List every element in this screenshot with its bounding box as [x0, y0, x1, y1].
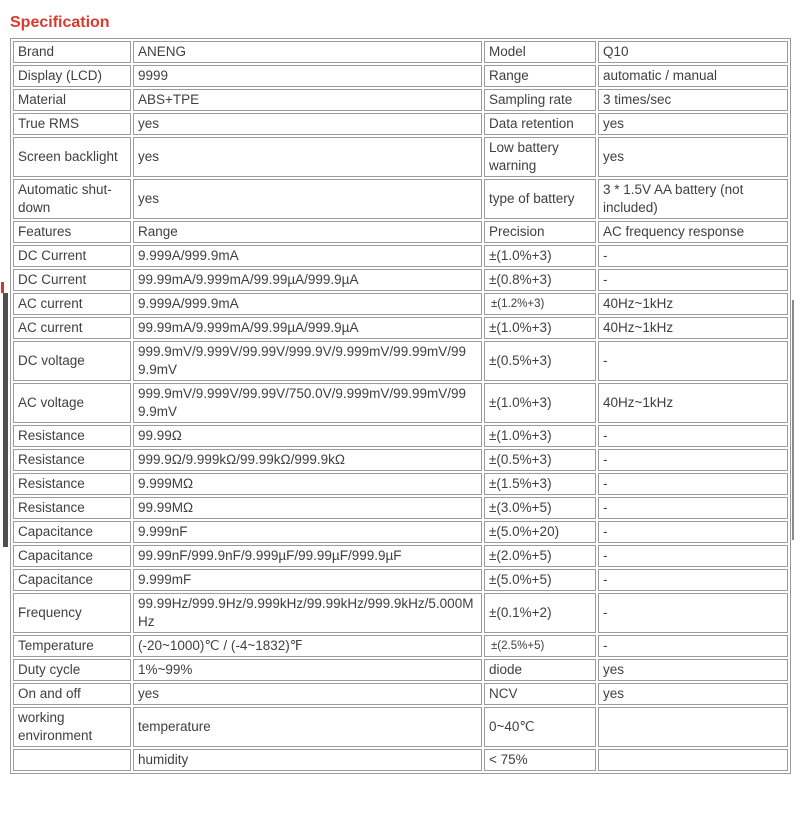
table-cell: temperature [133, 707, 482, 747]
table-cell: ±(0.5%+3) [484, 341, 596, 381]
table-cell: - [598, 425, 788, 447]
table-cell: ±(2.0%+5) [484, 545, 596, 567]
table-cell: 9.999A/999.9mA [133, 293, 482, 315]
table-cell: Q10 [598, 41, 788, 63]
table-cell: Resistance [13, 497, 131, 519]
table-cell: ±(1.0%+3) [484, 245, 596, 267]
table-cell: Low battery warning [484, 137, 596, 177]
table-cell: Data retention [484, 113, 596, 135]
table-cell: Automatic shut-down [13, 179, 131, 219]
table-cell: 99.99MΩ [133, 497, 482, 519]
table-cell: 9.999A/999.9mA [133, 245, 482, 267]
table-cell: Brand [13, 41, 131, 63]
table-cell: 40Hz~1kHz [598, 317, 788, 339]
table-cell [598, 749, 788, 771]
scrollbar-thumb-artifact [3, 293, 8, 547]
table-cell: - [598, 521, 788, 543]
table-cell: 9.999MΩ [133, 473, 482, 495]
table-cell: 99.99Hz/999.9Hz/9.999kHz/99.99kHz/999.9kHz/5.000MHz [133, 593, 482, 633]
red-tick-artifact [1, 282, 4, 293]
table-cell: DC Current [13, 269, 131, 291]
table-cell: Capacitance [13, 545, 131, 567]
table-cell: ±(0.5%+3) [484, 449, 596, 471]
table-cell: Sampling rate [484, 89, 596, 111]
table-row [13, 113, 788, 135]
table-row [13, 341, 788, 381]
table-row [13, 221, 788, 243]
table-cell: yes [598, 137, 788, 177]
page-title: Specification [10, 14, 110, 31]
table-cell: - [598, 449, 788, 471]
table-cell: DC Current [13, 245, 131, 267]
table-cell: ±(0.1%+2) [484, 593, 596, 633]
table-row [13, 473, 788, 495]
page [0, 14, 800, 774]
table-cell: Display (LCD) [13, 65, 131, 87]
table-row [13, 269, 788, 291]
table-row [13, 707, 788, 747]
table-cell: 9999 [133, 65, 482, 87]
specification-table [10, 38, 791, 774]
table-cell [598, 707, 788, 747]
table-cell: ±(5.0%+5) [484, 569, 596, 591]
table-cell: yes [598, 683, 788, 705]
table-row [13, 425, 788, 447]
table-cell: ±(1.5%+3) [484, 473, 596, 495]
table-cell: Screen backlight [13, 137, 131, 177]
table-cell: AC current [13, 293, 131, 315]
table-cell: Model [484, 41, 596, 63]
table-row [13, 89, 788, 111]
table-cell: On and off [13, 683, 131, 705]
table-cell: yes [598, 113, 788, 135]
table-cell: AC frequency response [598, 221, 788, 243]
table-cell: diode [484, 659, 596, 681]
table-cell: ±(0.8%+3) [484, 269, 596, 291]
table-cell: 999.9mV/9.999V/99.99V/750.0V/9.999mV/99.99mV/999.9mV [133, 383, 482, 423]
table-cell: True RMS [13, 113, 131, 135]
table-cell: Features [13, 221, 131, 243]
table-cell: - [598, 569, 788, 591]
table-cell: 99.99mA/9.999mA/99.99µA/999.9µA [133, 269, 482, 291]
table-cell: 40Hz~1kHz [598, 293, 788, 315]
table-cell [13, 749, 131, 771]
table-row [13, 593, 788, 633]
table-cell: 99.99nF/999.9nF/9.999µF/99.99µF/999.9µF [133, 545, 482, 567]
table-cell: yes [133, 137, 482, 177]
table-cell: AC voltage [13, 383, 131, 423]
table-cell: ±(2.5%+5) [484, 635, 596, 657]
table-cell: Capacitance [13, 521, 131, 543]
table-row [13, 497, 788, 519]
table-cell: yes [598, 659, 788, 681]
table-row [13, 749, 788, 771]
table-cell: 99.99mA/9.999mA/99.99µA/999.9µA [133, 317, 482, 339]
table-cell: NCV [484, 683, 596, 705]
table-cell: Range [133, 221, 482, 243]
right-edge-line-artifact [792, 300, 794, 540]
table-cell: Duty cycle [13, 659, 131, 681]
table-cell: 9.999mF [133, 569, 482, 591]
table-cell: Capacitance [13, 569, 131, 591]
table-cell: - [598, 269, 788, 291]
table-cell: 1%~99% [133, 659, 482, 681]
table-cell: ABS+TPE [133, 89, 482, 111]
table-cell: yes [133, 113, 482, 135]
table-cell: ±(1.2%+3) [484, 293, 596, 315]
table-cell: ±(5.0%+20) [484, 521, 596, 543]
table-cell: < 75% [484, 749, 596, 771]
table-row [13, 683, 788, 705]
table-cell: (-20~1000)℃ / (-4~1832)℉ [133, 635, 482, 657]
table-cell: Temperature [13, 635, 131, 657]
table-cell: - [598, 245, 788, 267]
table-cell: yes [133, 683, 482, 705]
table-cell: yes [133, 179, 482, 219]
table-row [13, 569, 788, 591]
table-cell: - [598, 497, 788, 519]
table-cell: AC current [13, 317, 131, 339]
table-cell: - [598, 341, 788, 381]
table-row [13, 449, 788, 471]
table-cell: 99.99Ω [133, 425, 482, 447]
specification-table-body [13, 41, 788, 771]
table-row [13, 545, 788, 567]
table-cell: ±(1.0%+3) [484, 317, 596, 339]
table-row [13, 41, 788, 63]
table-row [13, 65, 788, 87]
table-row [13, 521, 788, 543]
table-cell: 3 times/sec [598, 89, 788, 111]
table-cell: humidity [133, 749, 482, 771]
table-row [13, 245, 788, 267]
table-cell: - [598, 593, 788, 633]
table-cell: Resistance [13, 449, 131, 471]
table-cell: Precision [484, 221, 596, 243]
table-cell: - [598, 635, 788, 657]
table-row [13, 317, 788, 339]
table-cell: Resistance [13, 473, 131, 495]
table-cell: DC voltage [13, 341, 131, 381]
table-cell: ±(1.0%+3) [484, 383, 596, 423]
table-cell: 9.999nF [133, 521, 482, 543]
table-cell: Resistance [13, 425, 131, 447]
table-cell: Frequency [13, 593, 131, 633]
table-row [13, 635, 788, 657]
table-cell: 999.9Ω/9.999kΩ/99.99kΩ/999.9kΩ [133, 449, 482, 471]
table-cell: ±(3.0%+5) [484, 497, 596, 519]
table-cell: - [598, 473, 788, 495]
table-cell: Range [484, 65, 596, 87]
table-row [13, 293, 788, 315]
table-cell: ±(1.0%+3) [484, 425, 596, 447]
table-cell: ANENG [133, 41, 482, 63]
table-cell: working environment [13, 707, 131, 747]
table-row [13, 659, 788, 681]
table-cell: 3 * 1.5V AA battery (not included) [598, 179, 788, 219]
table-cell: 999.9mV/9.999V/99.99V/999.9V/9.999mV/99.99mV/999.9mV [133, 341, 482, 381]
table-row [13, 383, 788, 423]
table-row [13, 179, 788, 219]
table-cell: - [598, 545, 788, 567]
table-row [13, 137, 788, 177]
table-cell: type of battery [484, 179, 596, 219]
table-cell: automatic / manual [598, 65, 788, 87]
table-cell: 40Hz~1kHz [598, 383, 788, 423]
table-cell: Material [13, 89, 131, 111]
table-cell: 0~40℃ [484, 707, 596, 747]
